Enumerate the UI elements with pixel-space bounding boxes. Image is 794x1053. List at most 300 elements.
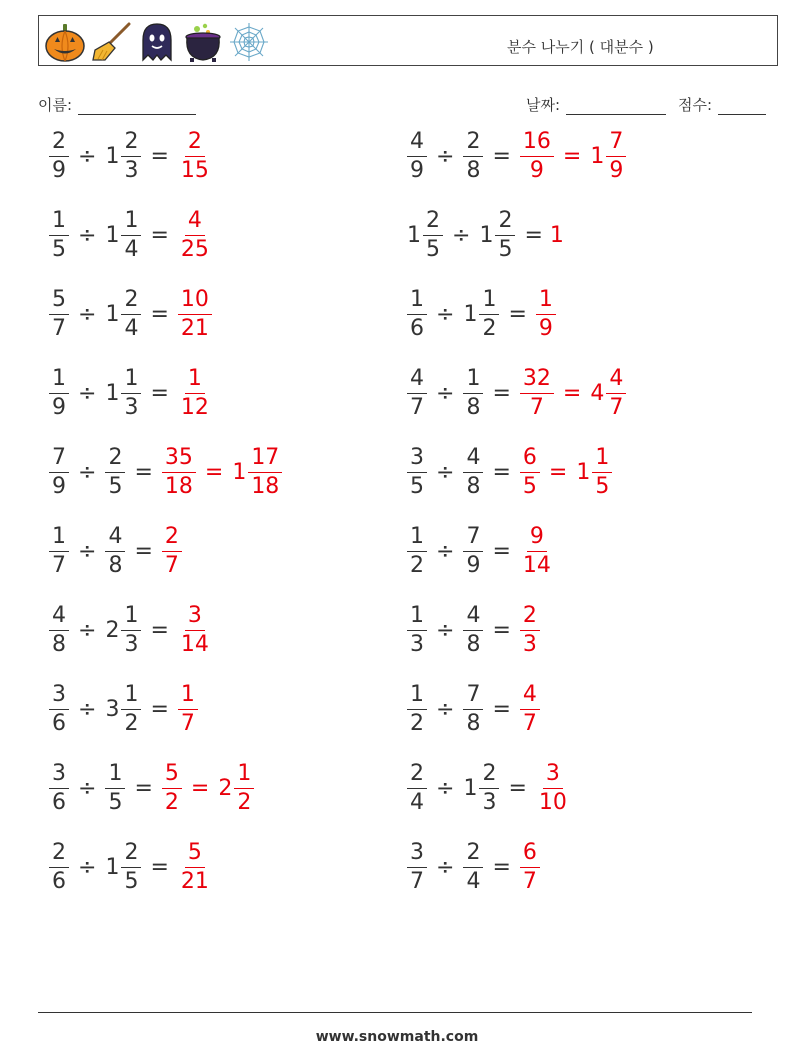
divisor (461, 445, 485, 500)
dividend-denominator: 9 (410, 157, 424, 183)
answer-numerator: 2 (162, 524, 182, 552)
divisor-numerator: 2 (463, 129, 483, 157)
divisor-fraction (121, 287, 141, 342)
answer (160, 445, 198, 500)
dividend-fraction (407, 524, 427, 579)
answer-fraction (520, 682, 540, 737)
divisor-denominator: 8 (466, 710, 481, 736)
divisor-numerator: 1 (479, 287, 499, 315)
answer-mixed-whole: 1 (232, 459, 247, 485)
divisor (103, 445, 127, 500)
divisor-numerator: 2 (121, 287, 141, 315)
answer (534, 287, 558, 342)
dividend-fraction (423, 208, 443, 263)
divisor-denominator: 8 (466, 473, 481, 499)
divisor (461, 840, 485, 895)
answer-numerator: 16 (520, 129, 554, 157)
answer-denominator: 3 (522, 631, 537, 657)
divisor-whole: 1 (105, 143, 120, 169)
equals-sign: = (150, 301, 169, 327)
divisor-fraction (121, 366, 141, 421)
dividend (47, 840, 71, 895)
dividend (405, 287, 429, 342)
answer-denominator: 15 (180, 157, 209, 183)
problem-item (47, 590, 214, 670)
divisor-numerator: 2 (479, 761, 499, 789)
divisor-fraction (463, 840, 483, 895)
divisor-denominator: 5 (124, 868, 139, 894)
answer-fraction (536, 287, 556, 342)
divisor-fraction (495, 208, 515, 263)
problem-item (405, 669, 542, 749)
answer (518, 129, 556, 184)
dividend (405, 445, 429, 500)
dividend-denominator: 5 (426, 236, 440, 262)
dividend-fraction (49, 682, 69, 737)
divisor-numerator: 4 (463, 603, 483, 631)
dividend (47, 208, 71, 263)
divide-sign: ÷ (436, 301, 455, 327)
answer-denominator: 10 (538, 789, 567, 815)
divisor-denominator: 5 (108, 789, 123, 815)
divide-sign: ÷ (436, 380, 455, 406)
dividend-fraction (407, 840, 427, 895)
problem-item (405, 590, 542, 670)
divisor-fraction (121, 208, 141, 263)
dividend-numerator: 5 (49, 287, 69, 315)
divisor-fraction (479, 287, 499, 342)
divisor-denominator: 5 (498, 236, 513, 262)
equals-sign: = (150, 854, 169, 880)
dividend-fraction (49, 840, 69, 895)
dividend-denominator: 9 (52, 473, 66, 499)
divisor-denominator: 8 (466, 394, 481, 420)
answer-mixed-fraction (248, 445, 282, 500)
divide-sign: ÷ (78, 775, 97, 801)
answer-mixed (574, 445, 614, 500)
answer-denominator: 7 (180, 710, 195, 736)
answer-denominator: 12 (180, 394, 209, 420)
dividend-fraction (49, 366, 69, 421)
answer (518, 840, 542, 895)
divisor-numerator: 2 (105, 445, 125, 473)
divisor-denominator: 4 (124, 236, 139, 262)
header-icons (43, 20, 271, 64)
answer-mixed-whole: 1 (590, 143, 605, 169)
answer-denominator: 21 (180, 315, 209, 341)
equals-sign: = (134, 538, 153, 564)
equals-sign: = (134, 775, 153, 801)
answer (518, 445, 542, 500)
dividend-fraction (407, 287, 427, 342)
divisor-denominator: 8 (466, 157, 481, 183)
divisor-numerator: 1 (463, 366, 483, 394)
answer-fraction (178, 366, 212, 421)
dividend-numerator: 2 (49, 129, 69, 157)
dividend-numerator: 1 (49, 208, 69, 236)
divide-sign: ÷ (78, 143, 97, 169)
answer (160, 761, 184, 816)
equals-sign: = (150, 617, 169, 643)
answer (534, 761, 572, 816)
answer-fraction (178, 129, 212, 184)
answer-fraction (162, 761, 182, 816)
problem-item (47, 669, 200, 749)
dividend-denominator: 6 (410, 315, 424, 341)
equals-sign: = (492, 617, 511, 643)
dividend-numerator: 1 (407, 682, 427, 710)
answer (518, 682, 542, 737)
date-field (526, 94, 666, 115)
dividend-denominator: 5 (410, 473, 424, 499)
equals-sign: = (134, 459, 153, 485)
answer (176, 129, 214, 184)
divide-sign: ÷ (78, 617, 97, 643)
divide-sign: ÷ (436, 459, 455, 485)
divisor-whole: 1 (105, 854, 120, 880)
problem-item (47, 511, 184, 591)
dividend (47, 287, 71, 342)
date-blank (566, 100, 666, 115)
answer-equals-sign: = (190, 775, 210, 801)
problem-item (47, 116, 214, 196)
answer-equals-sign: = (562, 380, 582, 406)
answer-mixed-whole: 4 (590, 380, 605, 406)
divisor-whole: 1 (463, 775, 478, 801)
divisor-numerator: 2 (495, 208, 515, 236)
dividend (405, 524, 429, 579)
divisor (103, 129, 143, 184)
divisor-denominator: 3 (124, 157, 139, 183)
dividend-numerator: 7 (49, 445, 69, 473)
dividend (47, 761, 71, 816)
divisor-numerator: 4 (105, 524, 125, 552)
problem-item (405, 353, 628, 433)
divisor-denominator: 5 (108, 473, 123, 499)
problem-item (47, 827, 214, 907)
problem-item (47, 274, 214, 354)
answer-mixed-denominator: 9 (609, 157, 624, 183)
answer (518, 366, 556, 421)
divisor-numerator: 1 (121, 682, 141, 710)
answer-fraction (520, 524, 554, 579)
divisor-fraction (463, 682, 483, 737)
divisor-numerator: 1 (121, 208, 141, 236)
pumpkin-icon (43, 20, 87, 64)
answer-denominator: 7 (164, 552, 179, 578)
divisor (103, 840, 143, 895)
dividend (405, 761, 429, 816)
dividend-fraction (407, 603, 427, 658)
divisor (461, 761, 501, 816)
divisor-fraction (479, 761, 499, 816)
answer-fraction (536, 761, 570, 816)
divisor-whole: 3 (105, 696, 120, 722)
dividend-numerator: 4 (49, 603, 69, 631)
dividend-numerator: 1 (407, 524, 427, 552)
problem-item (405, 432, 614, 512)
answer-mixed-fraction (234, 761, 254, 816)
dividend-denominator: 2 (410, 710, 424, 736)
answer-denominator: 21 (180, 868, 209, 894)
dividend-denominator: 5 (52, 236, 66, 262)
equals-sign: = (150, 222, 169, 248)
answer-mixed (216, 761, 256, 816)
problem-item (47, 432, 284, 512)
answer (176, 840, 214, 895)
dividend-numerator: 2 (423, 208, 443, 236)
divide-sign: ÷ (436, 538, 455, 564)
divide-sign: ÷ (436, 696, 455, 722)
answer-denominator: 14 (522, 552, 551, 578)
answer (176, 603, 214, 658)
divisor-denominator: 8 (108, 552, 123, 578)
answer-mixed-numerator: 7 (606, 129, 626, 157)
divisor (461, 366, 485, 421)
divisor (103, 524, 127, 579)
answer (518, 524, 556, 579)
dividend-fraction (407, 682, 427, 737)
dividend-numerator: 1 (407, 603, 427, 631)
answer (176, 208, 214, 263)
answer-numerator: 1 (178, 682, 198, 710)
dividend (405, 129, 429, 184)
dividend-numerator: 3 (49, 761, 69, 789)
answer-numerator: 1 (536, 287, 556, 315)
divisor-fraction (463, 603, 483, 658)
problem-item (47, 748, 256, 828)
answer-numerator: 10 (178, 287, 212, 315)
dividend-numerator: 3 (49, 682, 69, 710)
answer (176, 287, 214, 342)
equals-sign: = (150, 380, 169, 406)
divide-sign: ÷ (452, 222, 471, 248)
dividend-fraction (49, 445, 69, 500)
divisor-whole: 1 (479, 222, 494, 248)
problem-item (405, 116, 628, 196)
divide-sign: ÷ (78, 380, 97, 406)
divisor-fraction (121, 129, 141, 184)
dividend-denominator: 9 (52, 157, 66, 183)
answer-fraction (162, 524, 182, 579)
answer-mixed-numerator: 1 (592, 445, 612, 473)
divisor-numerator: 4 (463, 445, 483, 473)
answer-numerator: 4 (520, 682, 540, 710)
divisor (477, 208, 517, 263)
divisor-numerator: 2 (463, 840, 483, 868)
answer-numerator: 6 (520, 840, 540, 868)
answer-mixed-numerator: 4 (606, 366, 626, 394)
equals-sign: = (150, 143, 169, 169)
dividend-denominator: 7 (410, 868, 424, 894)
dividend-denominator: 6 (52, 710, 66, 736)
divisor-denominator: 2 (124, 710, 139, 736)
answer-denominator: 9 (538, 315, 553, 341)
answer-mixed (230, 445, 284, 500)
worksheet-header (38, 15, 778, 66)
divisor-whole: 1 (105, 301, 120, 327)
divisor-denominator: 4 (124, 315, 139, 341)
problem-item (47, 353, 214, 433)
dividend-fraction (49, 287, 69, 342)
divisor (461, 682, 485, 737)
footer-divider (38, 1012, 752, 1013)
dividend (47, 366, 71, 421)
dividend (405, 603, 429, 658)
divisor (461, 129, 485, 184)
answer (176, 366, 214, 421)
dividend-denominator: 9 (52, 394, 66, 420)
divisor-denominator: 9 (466, 552, 481, 578)
divisor-numerator: 2 (121, 129, 141, 157)
dividend (47, 445, 71, 500)
divisor-fraction (463, 366, 483, 421)
equals-sign: = (508, 301, 527, 327)
answer-equals-sign: = (204, 459, 224, 485)
divisor-numerator: 2 (121, 840, 141, 868)
dividend-denominator: 7 (52, 315, 66, 341)
answer-mixed-fraction (606, 129, 626, 184)
answer (160, 524, 184, 579)
equals-sign: = (492, 459, 511, 485)
problem-item (405, 274, 558, 354)
dividend-numerator: 3 (407, 445, 427, 473)
dividend-denominator: 7 (410, 394, 424, 420)
divisor (103, 761, 127, 816)
answer-numerator: 2 (185, 129, 205, 157)
divide-sign: ÷ (78, 301, 97, 327)
divisor-fraction (105, 524, 125, 579)
divide-sign: ÷ (436, 617, 455, 643)
equals-sign: = (508, 775, 527, 801)
dividend-numerator: 3 (407, 840, 427, 868)
divide-sign: ÷ (78, 696, 97, 722)
divisor-fraction (463, 445, 483, 500)
date-label: 날짜: (526, 96, 561, 114)
answer-fraction (520, 445, 540, 500)
dividend-fraction (49, 208, 69, 263)
dividend (405, 208, 445, 263)
problem-item (405, 748, 572, 828)
answer-mixed (588, 129, 628, 184)
answer-numerator: 6 (520, 445, 540, 473)
answer-fraction (178, 287, 212, 342)
answer-mixed-denominator: 2 (237, 789, 252, 815)
divisor-numerator: 7 (463, 682, 483, 710)
equals-sign: = (492, 696, 511, 722)
answer (176, 682, 200, 737)
ghost-icon (135, 20, 179, 64)
answer-mixed-whole: 2 (218, 775, 233, 801)
answer-denominator: 14 (180, 631, 209, 657)
dividend (47, 682, 71, 737)
answer-denominator: 7 (522, 710, 537, 736)
divisor (461, 603, 485, 658)
answer-mixed (588, 366, 628, 421)
answer-fraction (520, 366, 554, 421)
dividend (47, 603, 71, 658)
dividend (47, 524, 71, 579)
divide-sign: ÷ (436, 143, 455, 169)
divide-sign: ÷ (78, 854, 97, 880)
divisor-denominator: 4 (466, 868, 481, 894)
dividend-denominator: 6 (52, 789, 66, 815)
divisor-numerator: 1 (121, 366, 141, 394)
dividend-numerator: 1 (49, 524, 69, 552)
answer-numerator: 35 (162, 445, 196, 473)
answer-denominator: 9 (529, 157, 544, 183)
equals-sign: = (492, 538, 511, 564)
dividend-numerator: 4 (407, 366, 427, 394)
score-blank (718, 100, 766, 115)
divisor-whole: 1 (463, 301, 478, 327)
answer-denominator: 2 (164, 789, 179, 815)
dividend-denominator: 3 (410, 631, 424, 657)
dividend (405, 840, 429, 895)
worksheet-title: 분수 나누기 ( 대분수 ) (507, 38, 654, 56)
dividend-numerator: 1 (49, 366, 69, 394)
divisor-numerator: 1 (105, 761, 125, 789)
answer-equals-sign: = (548, 459, 568, 485)
dividend-fraction (407, 761, 427, 816)
divisor (103, 287, 143, 342)
divisor (461, 524, 485, 579)
answer-mixed-denominator: 7 (609, 394, 624, 420)
answer-denominator: 7 (522, 868, 537, 894)
dividend-numerator: 2 (407, 761, 427, 789)
dividend-whole: 1 (407, 222, 421, 248)
answer-mixed-fraction (606, 366, 626, 421)
divisor (103, 603, 143, 658)
dividend-numerator: 4 (407, 129, 427, 157)
score-label: 점수: (678, 96, 713, 114)
answer-numerator: 5 (185, 840, 205, 868)
divisor-fraction (121, 603, 141, 658)
problem-item (405, 511, 556, 591)
dividend-fraction (407, 366, 427, 421)
divisor (103, 366, 143, 421)
answer-mixed-denominator: 18 (251, 473, 280, 499)
dividend (405, 682, 429, 737)
divisor-whole: 2 (105, 617, 120, 643)
divisor-denominator: 8 (466, 631, 481, 657)
equals-sign: = (492, 143, 511, 169)
divisor (103, 682, 143, 737)
answer-numerator: 1 (185, 366, 205, 394)
answer-fraction (520, 129, 554, 184)
equals-sign: = (524, 222, 543, 248)
dividend-fraction (49, 129, 69, 184)
cauldron-icon (181, 20, 225, 64)
divisor-numerator: 7 (463, 524, 483, 552)
divide-sign: ÷ (436, 775, 455, 801)
dividend-fraction (49, 761, 69, 816)
answer-mixed-whole: 1 (576, 459, 591, 485)
divisor-fraction (105, 445, 125, 500)
dividend-fraction (49, 524, 69, 579)
footer-url: www.snowmath.com (315, 1029, 479, 1045)
divisor (103, 208, 143, 263)
dividend-numerator: 2 (49, 840, 69, 868)
answer (518, 603, 542, 658)
divisor-numerator: 1 (121, 603, 141, 631)
divisor-denominator: 3 (124, 631, 139, 657)
name-field (38, 94, 196, 115)
answer-whole: 1 (549, 222, 564, 248)
answer-fraction (162, 445, 196, 500)
answer-numerator: 9 (527, 524, 547, 552)
dividend-denominator: 4 (410, 789, 424, 815)
